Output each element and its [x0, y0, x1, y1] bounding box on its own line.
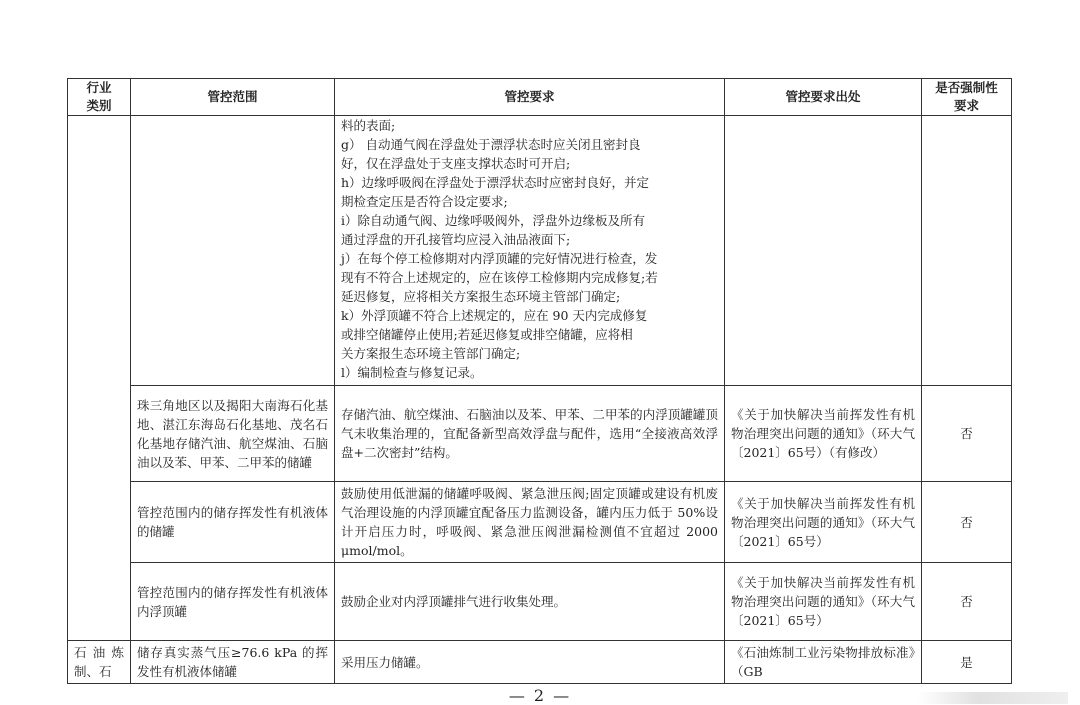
requirement-line: j）在每个停工检修期对内浮顶罐的完好情况进行检查，发 — [341, 251, 658, 266]
mandatory-cell: 否 — [922, 482, 1012, 563]
requirement-line: 现有不符合上述规定的，应在该停工检修期内完成修复;若 — [341, 270, 658, 285]
scope-cell: 管控范围内的储存挥发性有机液体的储罐 — [131, 482, 335, 563]
control-requirements-table — [67, 78, 1012, 684]
watermark-strip — [918, 692, 1068, 704]
table-row-continued — [68, 116, 1012, 386]
requirement-line: 通过浮盘的开孔接管均应浸入油品液面下; — [341, 232, 571, 247]
mandatory-cell-blank — [922, 116, 1012, 386]
header-source: 管控要求出处 — [725, 79, 922, 116]
requirement-line: h）边缘呼吸阀在浮盘处于漂浮状态时应密封良好，并定 — [341, 175, 650, 190]
table-header-row — [68, 79, 1012, 116]
scope-cell: 储存真实蒸气压≥76.6 kPa 的挥发性有机液体储罐 — [131, 641, 335, 684]
requirement-line: 延迟修复，应将相关方案报生态环境主管部门确定; — [341, 289, 621, 304]
header-industry: 行业 类别 — [68, 79, 131, 116]
header-requirement: 管控要求 — [335, 79, 725, 116]
requirement-line: g） 自动通气阀在浮盘处于漂浮状态时应关闭且密封良 — [341, 137, 641, 152]
scope-cell-blank — [131, 116, 335, 386]
header-scope: 管控范围 — [131, 79, 335, 116]
source-cell: 《关于加快解决当前挥发性有机物治理突出问题的通知》（环大气〔2021〕65号） — [725, 482, 922, 563]
requirement-line: 好，仅在浮盘处于支座支撑状态时可开启; — [341, 156, 571, 171]
scope-cell: 珠三角地区以及揭阳大南海石化基地、湛江东海岛石化基地、茂名石化基地存储汽油、航空煤油、石脑油以及苯、甲苯、二甲苯的储罐 — [131, 386, 335, 482]
requirement-cell: 鼓励使用低泄漏的储罐呼吸阀、紧急泄压阀;固定顶罐或建设有机废气治理设施的内浮顶罐宜配备压力监测设备，罐内压力低于 50%设计开启压力时，呼吸阀、紧急泄压阀泄漏检测值不宜超过 2000 μmol/mol。 — [335, 482, 725, 563]
requirement-line: 料的表面; — [341, 118, 396, 133]
requirement-line: 关方案报生态环境主管部门确定; — [341, 346, 521, 361]
industry-cell-blank — [68, 116, 131, 641]
page-number: — 2 — — [508, 686, 572, 705]
mandatory-cell: 否 — [922, 386, 1012, 482]
requirement-cell: 采用压力储罐。 — [335, 641, 725, 684]
mandatory-cell: 是 — [922, 641, 1012, 684]
source-cell: 《石油炼制工业污染物排放标准》（GB — [725, 641, 922, 684]
industry-cell: 石油炼制、石 — [68, 641, 131, 684]
requirement-line: i）除自动通气阀、边缘呼吸阀外，浮盘外边缘板及所有 — [341, 213, 645, 228]
table-row-last — [68, 641, 1012, 684]
requirement-cell: 存储汽油、航空煤油、石脑油以及苯、甲苯、二甲苯的内浮顶罐罐顶气未收集治理的，宜配备新型高效浮盘与配件，选用“全接液高效浮盘+二次密封”结构。 — [335, 386, 725, 482]
requirement-line: l）编制检查与修复记录。 — [341, 365, 483, 380]
source-cell-blank — [725, 116, 922, 386]
table-row — [68, 386, 1012, 482]
mandatory-cell: 否 — [922, 563, 1012, 641]
scope-cell: 管控范围内的储存挥发性有机液体内浮顶罐 — [131, 563, 335, 641]
requirement-line: 期检查定压是否符合设定要求; — [341, 194, 508, 209]
requirement-cell-continued — [335, 116, 725, 386]
requirement-line: 或排空储罐停止使用;若延迟修复或排空储罐，应将相 — [341, 327, 633, 342]
table-row — [68, 482, 1012, 563]
requirement-cell: 鼓励企业对内浮顶罐排气进行收集处理。 — [335, 563, 725, 641]
table-row — [68, 563, 1012, 641]
requirement-lines — [341, 116, 718, 382]
header-mandatory: 是否强制性 要求 — [922, 79, 1012, 116]
requirement-line: k）外浮顶罐不符合上述规定的，应在 90 天内完成修复 — [341, 308, 648, 323]
source-cell: 《关于加快解决当前挥发性有机物治理突出问题的通知》（环大气〔2021〕65号） — [725, 563, 922, 641]
source-cell: 《关于加快解决当前挥发性有机物治理突出问题的通知》（环大气〔2021〕65号）（有修改） — [725, 386, 922, 482]
